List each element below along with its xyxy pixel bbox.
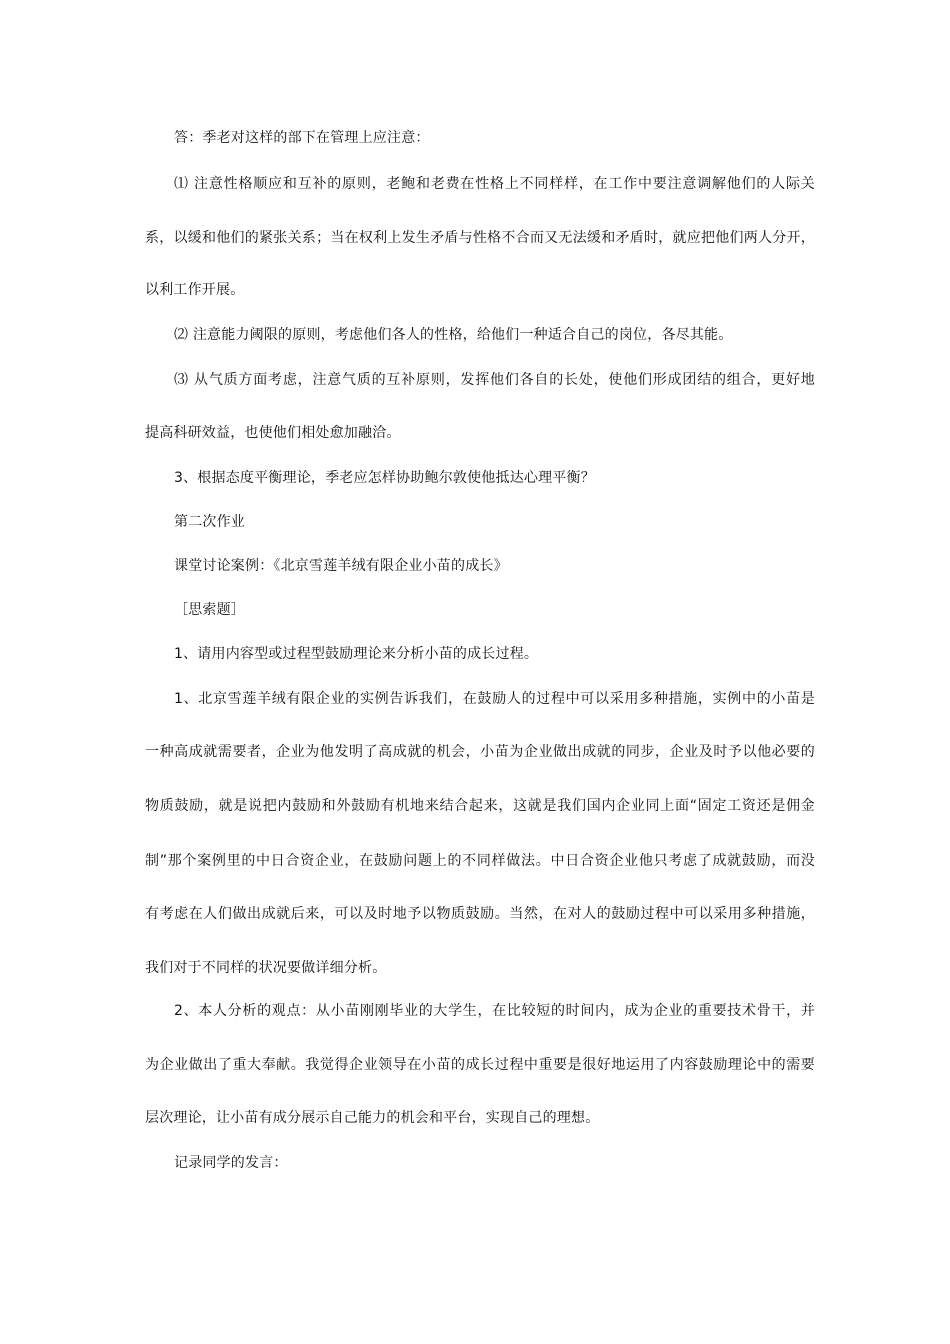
answer-1-line-3: 物质鼓励，就是说把内鼓励和外鼓励有机地来结合起来，这就是我们国内企业同上面“固定工资还是佣金 (145, 798, 815, 814)
question-1: 1、请用内容型或过程型鼓励理论来分析小苗的成长过程。 (174, 646, 539, 662)
answer-1-line-2: 一种高成就需要者，企业为他发明了高成就的机会，小苗为企业做出成就的同步，企业及时予以他必要的 (145, 744, 815, 760)
question-3: 3、根据态度平衡理论，季老应怎样协助鲍尔敦使他抵达心理平衡？ (174, 470, 595, 486)
answer-1-line-4: 制”那个案例里的中日合资企业，在鼓励问题上的不同样做法。中日合资企业他只考虑了成就鼓励，而没 (145, 853, 815, 869)
point-1-line-1: ⑴ 注意性格顺应和互补的原则，老鲍和老费在性格上不同样样，在工作中要注意调解他们的人际关 (174, 176, 815, 192)
point-3-line-1: ⑶ 从气质方面考虑，注意气质的互补原则，发挥他们各自的长处，使他们形成团结的组合，更好地 (174, 372, 815, 388)
case-title: 课堂讨论案例：《北京雪莲羊绒有限企业小苗的成长》 (174, 558, 508, 574)
answer-1-line-5: 有考虑在人们做出成就后来，可以及时地予以物质鼓励。当然，在对人的鼓励过程中可以采用多种措施， (145, 906, 815, 922)
answer-2-line-1: 2、本人分析的观点：从小苗刚刚毕业的大学生，在比较短的时间内，成为企业的重要技术骨干，并 (174, 1003, 815, 1019)
answer-1-line-6: 我们对于不同样的状况要做详细分析。 (145, 960, 387, 976)
answer-heading: 答：季老对这样的部下在管理上应注意： (174, 130, 430, 146)
thinking-questions-label: ［思索题］ (174, 602, 245, 618)
point-1-line-3: 以利工作开展。 (145, 282, 245, 298)
answer-2-line-3: 层次理论，让小苗有成分展示自己能力的机会和平台，实现自己的理想。 (145, 1110, 600, 1126)
point-2: ⑵ 注意能力阈限的原则，考虑他们各人的性格，给他们一种适合自己的岗位，各尽其能。 (174, 327, 733, 343)
answer-2-line-2: 为企业做出了重大奉献。我觉得企业领导在小苗的成长过程中重要是很好地运用了内容鼓励理论中的需要 (145, 1057, 815, 1073)
answer-1-line-1: 1、北京雪莲羊绒有限企业的实例告诉我们，在鼓励人的过程中可以采用多种措施，实例中的小苗是 (174, 691, 815, 707)
point-3-line-2: 提高科研效益，也使他们相处愈加融洽。 (145, 425, 401, 441)
point-1-line-2: 系，以缓和他们的紧张关系；当在权利上发生矛盾与性格不合而又无法缓和矛盾时，就应把他们两人分开， (145, 230, 815, 246)
section-heading: 第二次作业 (174, 514, 245, 530)
record-remarks-label: 记录同学的发言： (174, 1155, 288, 1171)
